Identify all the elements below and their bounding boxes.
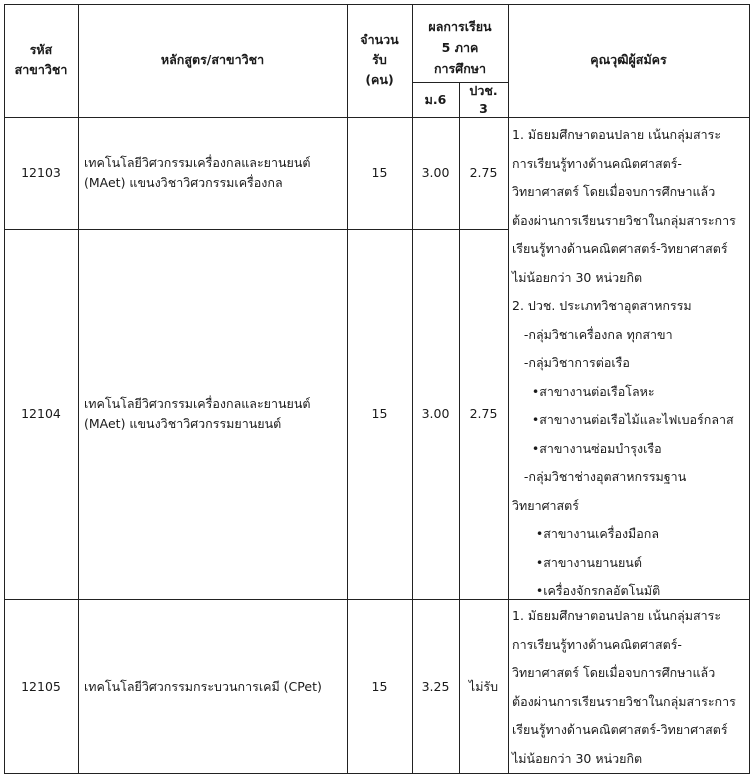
row-divider-1: [4, 229, 508, 230]
header-gpa-group: ผลการเรียน 5 ภาค การศึกษา: [428, 19, 492, 76]
table-border-top: [4, 4, 750, 5]
table-border-right: [749, 4, 750, 774]
col-divider-program: [347, 4, 348, 774]
row-3-program: เทคโนโลยีวิศวกรรมกระบวนการเคมี (CPet): [84, 679, 322, 694]
col-divider-code: [78, 4, 79, 774]
qualification-line: การเรียนรู้ทางด้านคณิตศาสตร์-: [512, 155, 682, 171]
qualification-line: วิทยาศาสตร์ โดยเมื่อจบการศึกษาแล้ว: [512, 665, 716, 680]
qualification-line: ต้องผ่านการเรียนรายวิชาในกลุ่มสาระการ: [512, 693, 736, 709]
qualification-line: 1. มัธยมศึกษาตอนปลาย เน้นกลุ่มสาระ: [512, 127, 722, 142]
row-2-gpa-vocational: 2.75: [469, 406, 498, 421]
qualification-line: •สาขางานยานยนต์: [512, 554, 642, 570]
qualification-line: ต้องผ่านการเรียนรายวิชาในกลุ่มสาระการ: [512, 212, 736, 228]
table-border-left: [4, 4, 5, 774]
qualification-line: •สาขางานซ่อมบำรุงเรือ: [512, 440, 662, 456]
qualification-line: เรียนรู้ทางด้านคณิตศาสตร์-วิทยาศาสตร์: [512, 722, 728, 737]
qualification-line: 1. มัธยมศึกษาตอนปลาย เน้นกลุ่มสาระ: [512, 608, 722, 623]
header-bottom-line: [4, 117, 750, 118]
row-1-code: 12103: [21, 165, 61, 180]
row-1-capacity: 15: [371, 165, 388, 180]
row-3-gpa-vocational: ไม่รับ: [468, 679, 499, 694]
row-2-program: เทคโนโลยีวิศวกรรมเครื่องกลและยานยนต์ (MAet) แขนงวิชาวิศวกรรมยานยนต์: [84, 396, 311, 431]
qualification-line: การเรียนรู้ทางด้านคณิตศาสตร์-: [512, 636, 682, 652]
qualification-line: •สาขางานต่อเรือโลหะ: [512, 383, 655, 399]
header-gpa-m6: ม.6: [424, 92, 447, 107]
row-1-gpa-vocational: 2.75: [469, 165, 498, 180]
qualification-line: •สาขางานเครื่องมือกล: [512, 526, 660, 541]
header-capacity: จำนวน รับ (คน): [360, 32, 399, 87]
qualification-line: 2. ปวช. ประเภทวิชาอุตสาหกรรม: [512, 298, 692, 313]
row-2-capacity: 15: [371, 406, 388, 421]
header-qualifications: คุณวุฒิผู้สมัคร: [590, 52, 667, 67]
col-divider-vocational: [508, 4, 509, 774]
qualification-line: วิทยาศาสตร์: [512, 497, 580, 513]
qualification-line: เรียนรู้ทางด้านคณิตศาสตร์-วิทยาศาสตร์: [512, 241, 728, 256]
qualification-line: -กลุ่มวิชาเครื่องกล ทุกสาขา: [512, 326, 673, 342]
row-2-gpa-m6: 3.00: [421, 406, 450, 421]
header-gpa-vocational: ปวช. 3: [469, 83, 498, 116]
qualification-line: ไม่น้อยกว่า 30 หน่วยกิต: [512, 750, 643, 766]
qualification-line: -กลุ่มวิชาช่างอุตสาหกรรมฐาน: [512, 469, 687, 484]
row-3-gpa-m6: 3.25: [421, 679, 450, 694]
qualifications-block-2: [512, 602, 748, 773]
qualification-line: •เครื่องจักรกลอัตโนมัติ: [512, 583, 661, 598]
col-divider-gpa: [459, 82, 460, 774]
qualifications-block-1: [512, 121, 748, 606]
table-border-bottom: [4, 773, 750, 774]
qualification-line: -กลุ่มวิชาการต่อเรือ: [512, 355, 630, 370]
header-code: รหัส สาขาวิชา: [14, 42, 68, 77]
qualification-line: •สาขางานต่อเรือไม้และไฟเบอร์กลาส: [512, 412, 734, 427]
header-program: หลักสูตร/สาขาวิชา: [160, 52, 265, 67]
admission-table: [4, 4, 750, 774]
row-2-code: 12104: [21, 406, 61, 421]
qualification-line: วิทยาศาสตร์ โดยเมื่อจบการศึกษาแล้ว: [512, 184, 716, 199]
col-divider-capacity: [412, 4, 413, 774]
qualification-line: ไม่น้อยกว่า 30 หน่วยกิต: [512, 269, 643, 285]
row-1-gpa-m6: 3.00: [421, 165, 450, 180]
row-3-code: 12105: [21, 679, 61, 694]
row-3-capacity: 15: [371, 679, 388, 694]
row-1-program: เทคโนโลยีวิศวกรรมเครื่องกลและยานยนต์ (MAet) แขนงวิชาวิศวกรรมเครื่องกล: [84, 155, 311, 190]
